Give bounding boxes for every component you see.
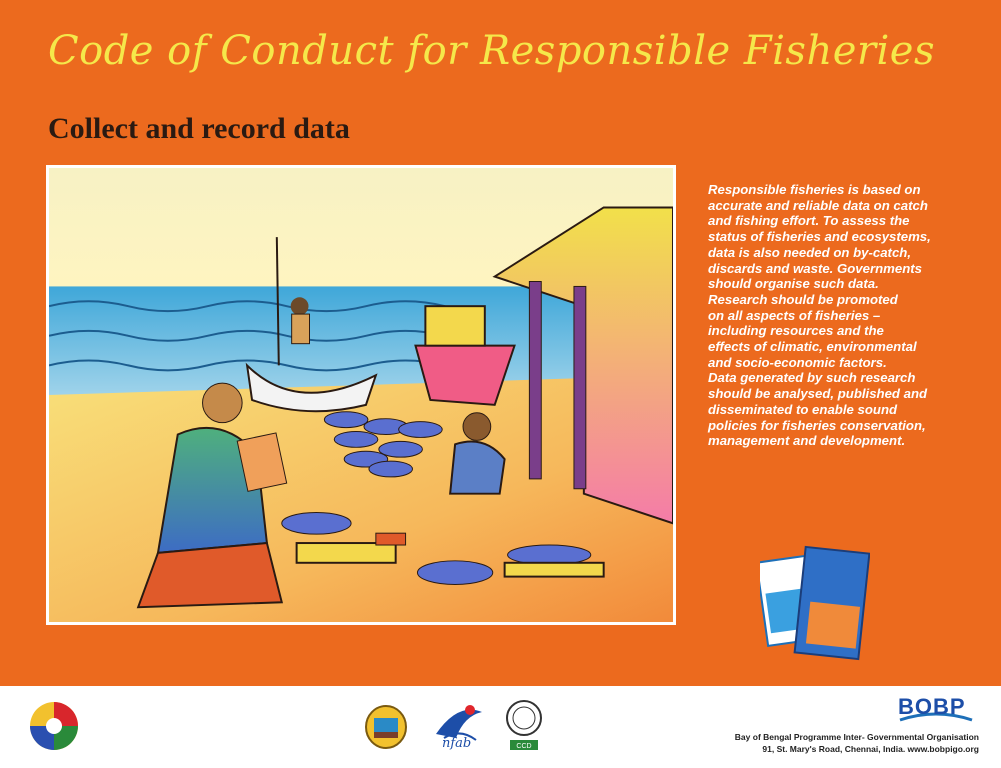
svg-text:CCD: CCD [516,743,532,750]
description-text: Responsible fisheries is based on accurate and reliable data on catch and fishing effort. To assess the status of fisheries and ecosystems, data is also needed on by-catch, discards and waste. Governments should organise such data. Research should be promoted on all aspects of fisheries – including resources and the effects of climatic, environmental and socio-economic factors. Data generated by such research should be analysed, published and disseminated to enable sound policies for fisheries conservation, management and development. [708,182,931,449]
poster-subtitle: Collect and record data [48,112,350,145]
nfab-logo [430,698,486,756]
fisheries-emblem-logo [364,704,408,750]
bobp-logo [896,694,976,728]
illustration-artwork [49,168,673,622]
ccd-seal-logo [504,698,544,754]
org-address: 91, St. Mary's Road, Chennai, India. www.bobpigo.org [762,744,979,754]
poster-title: Code of Conduct for Responsible Fisheries [48,28,936,74]
booklets-image [760,544,870,662]
fishermen-illustration [46,165,676,625]
bobp-logo-text: BOBP [898,694,966,719]
bay-of-bengal-member-logo [28,700,80,752]
footer [0,686,1001,768]
poster-description [708,182,988,449]
org-name: Bay of Bengal Programme Inter- Governmental Organisation [734,732,979,742]
nfab-label: nfab [442,736,472,751]
